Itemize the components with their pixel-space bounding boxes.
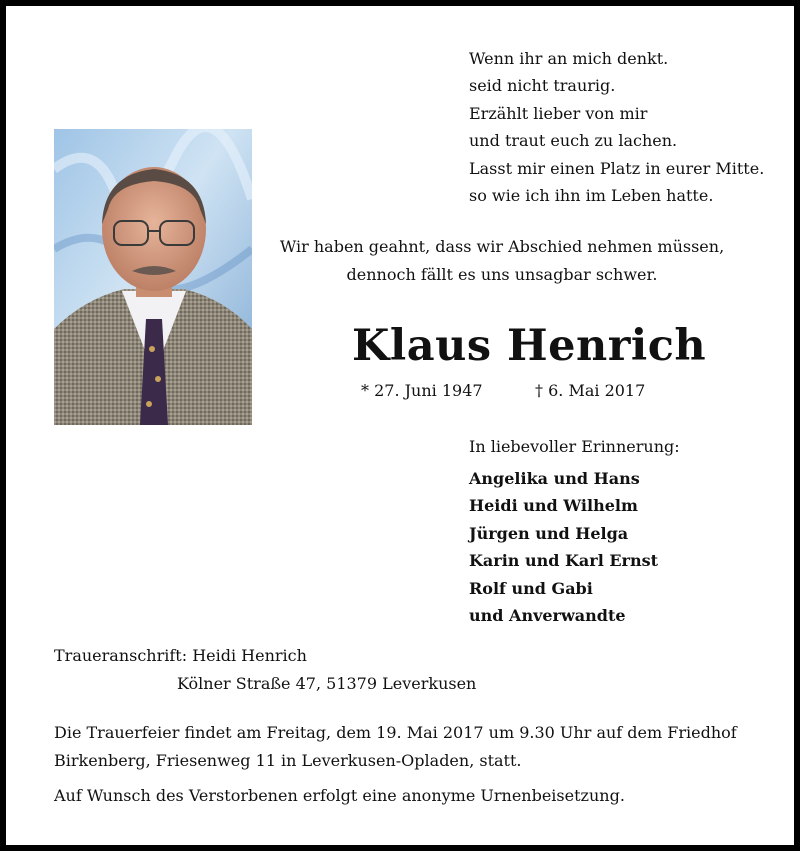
poem-line: Erzählt lieber von mir [469,103,648,123]
poem-line: und traut euch zu lachen. [469,131,678,151]
poem-line: Wenn ihr an mich denkt. [469,49,669,68]
mourner-name: Rolf und Gabi [469,578,593,598]
death-date: † 6. Mai 2017 [535,381,646,400]
mourner-name: Jürgen und Helga [469,523,629,543]
birth-date: * 27. Juni 1947 [361,381,483,400]
remembrance-heading: In liebevoller Erinnerung: [469,437,680,456]
poem-line: so wie ich ihn im Leben hatte. [469,186,714,206]
mourner-name: Karin und Karl Ernst [469,551,659,571]
mourner-name: und Anverwandte [469,606,626,626]
mourning-address-label: Traueranschrift: Heidi Henrich [54,646,307,665]
intro-line-1: Wir haben geahnt, dass wir Abschied nehmen müssen, [279,237,725,256]
ceremony-line-1: Die Trauerfeier findet am Freitag, dem 19. Mai 2017 um 9.30 Uhr auf dem Friedhof [54,723,737,742]
mourning-address-street: Kölner Straße 47, 51379 Leverkusen [177,674,477,693]
mourner-name: Heidi und Wilhelm [469,496,638,516]
poem [469,45,764,209]
poem-line: Lasst mir einen Platz in eurer Mitte. [469,158,765,178]
burial-note: Auf Wunsch des Verstorbenen erfolgt eine anonyme Urnenbeisetzung. [54,786,625,805]
intro-line-2: dennoch fällt es uns unsagbar schwer. [346,265,658,284]
ceremony-line-2: Birkenberg, Friesenweg 11 in Leverkusen-Opladen, statt. [54,751,522,770]
deceased-name: Klaus Henrich [352,321,707,371]
mourners-list [469,465,658,629]
mourner-name: Angelika und Hans [469,469,640,488]
poem-line: seid nicht traurig. [469,76,616,96]
